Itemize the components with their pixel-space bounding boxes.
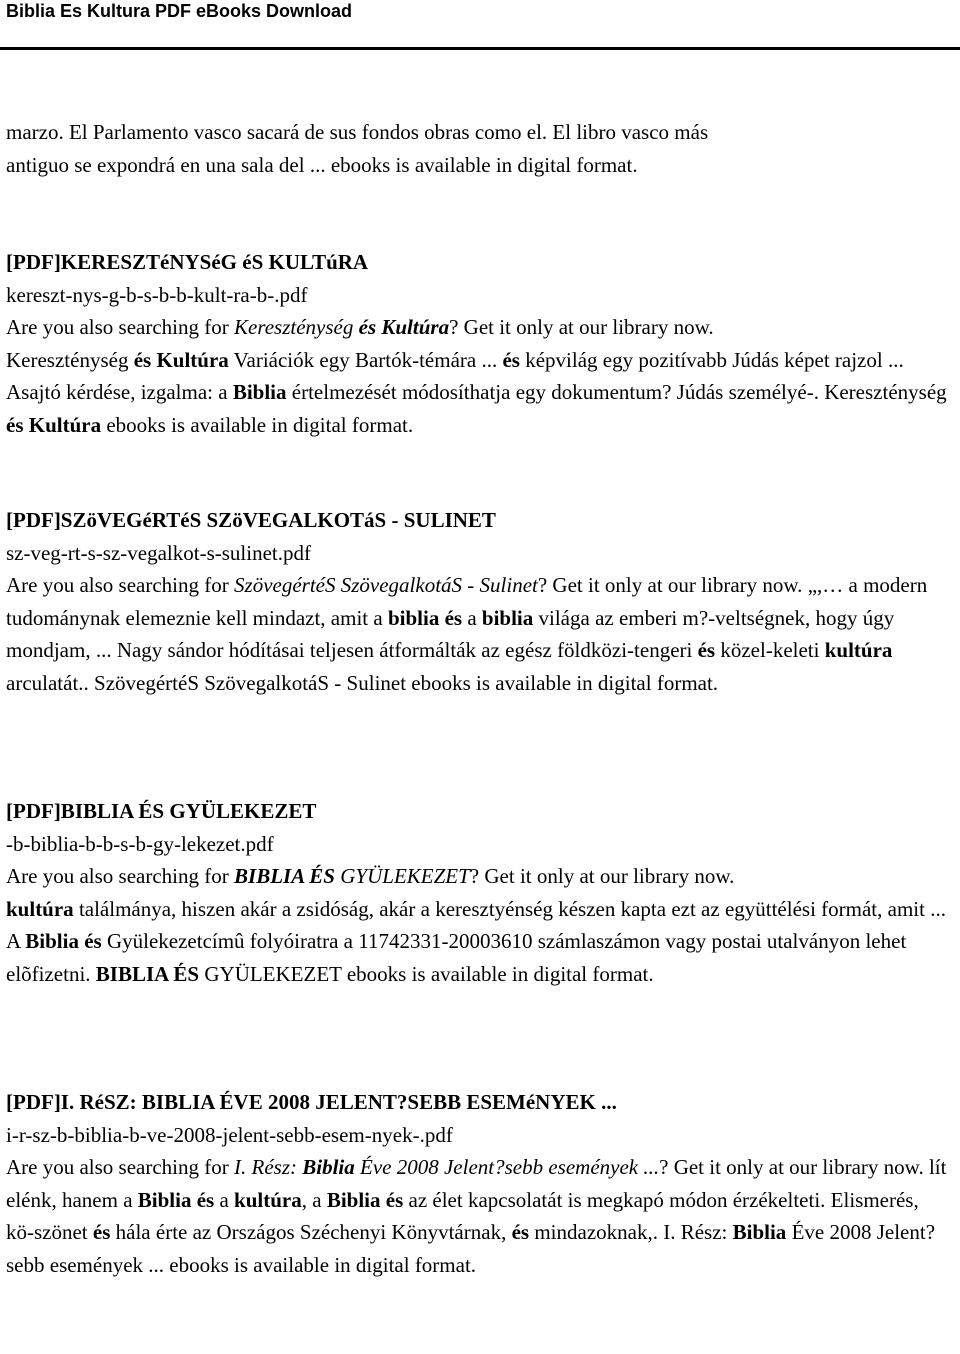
search-term-bold: és Kultúra — [358, 315, 450, 339]
ebook-entry — [6, 795, 951, 990]
entry-title[interactable]: [PDF]KERESZTéNYSéG éS KULTúRA — [6, 250, 369, 274]
search-term: GYÜLEKEZET — [335, 864, 470, 888]
intro-paragraph — [6, 116, 951, 181]
search-term: Éve 2008 Jelent?sebb események ... — [354, 1155, 660, 1179]
search-term: Kereszténység — [234, 315, 359, 339]
intro-line: marzo. El Parlamento vasco sacará de sus fondos obras como el. El libro vasco más antiguo se expondrá en una sala del ... ebooks is available in digital format. — [6, 120, 709, 177]
entry-filename: sz-veg-rt-s-sz-vegalkot-s-sulinet.pdf — [6, 540, 311, 565]
entry-description: Are you also searching for Kereszténység és Kultúra? Get it only at our library now. Kereszténység és Kultúra Variációk egy Bartók-témára ... és képvilág egy pozitívabb Júdás képet rajzol ... Asajtó kérdése, izgalma: a Biblia értelmezését módosíthatja egy dokumentum? Júdás személyé-. Kereszténység és Kultúra ebooks is available in digital format. — [6, 315, 947, 437]
entry-title[interactable]: [PDF]I. RéSZ: BIBLIA ÉVE 2008 JELENT?SEBB ESEMéNYEK ... — [6, 1090, 617, 1114]
site-header — [0, 0, 960, 22]
entry-filename: -b-biblia-b-b-s-b-gy-lekezet.pdf — [6, 831, 274, 856]
entry-filename: i-r-sz-b-biblia-b-ve-2008-jelent-sebb-esem-nyek-.pdf — [6, 1122, 453, 1147]
entry-title[interactable]: [PDF]BIBLIA ÉS GYÜLEKEZET — [6, 799, 317, 823]
search-term: SzövegértéS SzövegalkotáS - Sulinet — [234, 573, 538, 597]
ebook-entry — [6, 246, 951, 441]
site-title: Biblia Es Kultura PDF eBooks Download — [6, 1, 353, 21]
ebook-entry — [6, 504, 951, 699]
search-term: I. Rész: — [234, 1155, 303, 1179]
entry-description: Are you also searching for BIBLIA ÉS GYÜLEKEZET? Get it only at our library now. kultúra találmánya, hiszen akár a zsidóság, akár a keresztyénség készen kapta ezt az együttélési formát, amit ... A Biblia és Gyülekezetcímû folyóiratra a 11742331-20003610 számlaszámon vagy postai utalványon lehet elõfizetni. BIBLIA ÉS GYÜLEKEZET ebooks is available in digital format. — [6, 864, 946, 986]
header-divider — [0, 47, 960, 50]
entry-filename: kereszt-nys-g-b-s-b-b-kult-ra-b-.pdf — [6, 282, 308, 307]
document-body — [6, 116, 951, 1281]
entry-description: Are you also searching for I. Rész: Biblia Éve 2008 Jelent?sebb események ...? Get it only at our library now. lít elénk, hanem a Biblia és a kultúra, a Biblia és az élet kapcsolatát is megkapó módon érzékelteti. Elismerés, kö-szönet és hála érte az Országos Széchenyi Könyvtárnak, és mindazoknak,. I. Rész: Biblia Éve 2008 Jelent?sebb események ... ebooks is available in digital format. — [6, 1155, 947, 1277]
search-term-bold: Biblia — [302, 1155, 355, 1179]
ebook-entry — [6, 1086, 951, 1281]
search-term-bold: BIBLIA ÉS — [234, 864, 335, 888]
entry-title[interactable]: [PDF]SZöVEGéRTéS SZöVEGALKOTáS - SULINET — [6, 508, 496, 532]
entry-description: Are you also searching for SzövegértéS SzövegalkotáS - Sulinet? Get it only at our library now. „,… a modern tudománynak elemeznie kell mindazt, amit a biblia és a biblia világa az emberi m?-veltségnek, hogy úgy mondjam, ... Nagy sándor hódításai teljesen átformálták az egész földközi-tengeri és közel-keleti kultúra arculatát.. SzövegértéS SzövegalkotáS - Sulinet ebooks is available in digital format. — [6, 573, 928, 695]
